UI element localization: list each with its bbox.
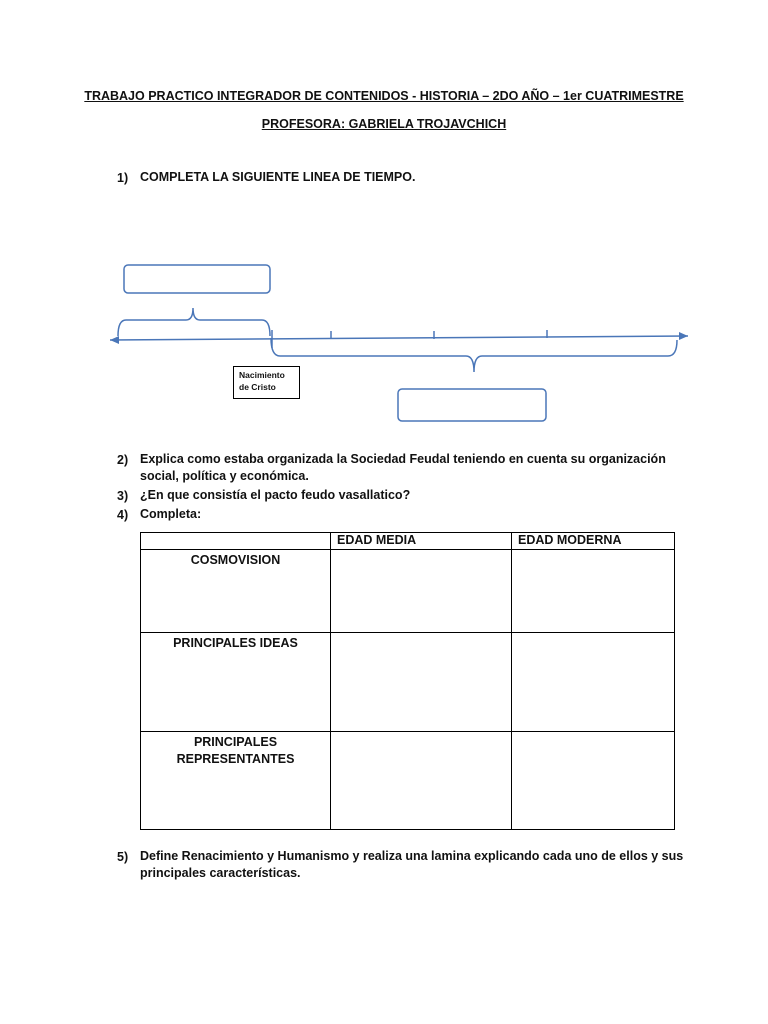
arrow-left-icon <box>110 336 119 344</box>
arrow-right-icon <box>679 332 688 340</box>
answer-cell[interactable] <box>512 550 675 633</box>
table-row <box>141 633 675 732</box>
document-title: TRABAJO PRACTICO INTEGRADOR DE CONTENIDOS - HISTORIA – 2DO AÑO – 1er CUATRIMESTRE <box>84 89 684 103</box>
table-header-cell: EDAD MEDIA <box>331 533 512 550</box>
question-5-number: 5) <box>117 850 129 864</box>
question-2-text <box>140 451 666 485</box>
row-header-line2: REPRESENTANTES <box>176 752 295 766</box>
brace-right <box>271 338 677 372</box>
answer-cell[interactable] <box>512 633 675 732</box>
table-header-cell: EDAD MODERNA <box>512 533 675 550</box>
timeline-label-line2: de Cristo <box>239 382 276 392</box>
question-3-number: 3) <box>117 489 129 503</box>
teacher-name: PROFESORA: GABRIELA TROJAVCHICH <box>261 117 507 131</box>
question-5-text <box>140 848 683 882</box>
question-2-number: 2) <box>117 453 129 467</box>
row-header-line1: PRINCIPALES <box>193 735 278 749</box>
question-5-line1: Define Renacimiento y Humanismo y realiza una lamina explicando cada uno de ellos y sus <box>140 849 684 863</box>
table-header-cell <box>141 533 331 550</box>
comparison-table <box>140 532 675 830</box>
question-1-text: COMPLETA LA SIGUIENTE LINEA DE TIEMPO. <box>140 170 416 184</box>
timeline-label-line1: Nacimiento <box>239 370 285 380</box>
timeline-axis <box>110 336 688 340</box>
question-4-text: Completa: <box>140 507 202 521</box>
row-header-principales-representantes <box>141 732 331 830</box>
timeline-box-top[interactable] <box>124 265 270 293</box>
timeline-box-bottom[interactable] <box>398 389 546 421</box>
timeline-diagram <box>0 250 768 430</box>
question-2-line1: Explica como estaba organizada la Sociedad Feudal teniendo en cuenta su organización <box>140 452 666 466</box>
question-2-line2: social, política y económica. <box>140 469 309 483</box>
row-header-cosmovision <box>141 550 331 633</box>
brace-left <box>118 308 270 336</box>
answer-cell[interactable] <box>331 732 512 830</box>
question-5-line2: principales características. <box>140 866 301 880</box>
answer-cell[interactable] <box>331 550 512 633</box>
timeline-label-box <box>233 366 300 399</box>
row-header-line1: PRINCIPALES IDEAS <box>173 636 298 650</box>
answer-cell[interactable] <box>512 732 675 830</box>
table-row <box>141 550 675 633</box>
table-row <box>141 732 675 830</box>
answer-cell[interactable] <box>331 633 512 732</box>
row-header-principales-ideas <box>141 633 331 732</box>
row-header-line1: COSMOVISION <box>190 553 281 567</box>
question-1-number: 1) <box>117 171 129 185</box>
question-3-text: ¿En que consistía el pacto feudo vasallatico? <box>140 488 411 502</box>
question-4-number: 4) <box>117 508 129 522</box>
table-header-row <box>141 533 675 550</box>
